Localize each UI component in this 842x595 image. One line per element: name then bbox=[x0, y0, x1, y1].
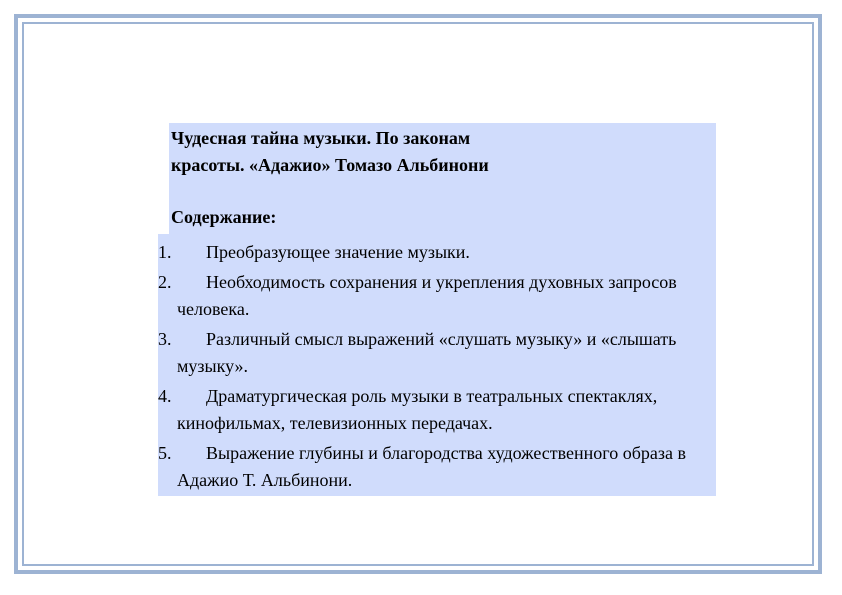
list-item-number: 5. bbox=[158, 443, 172, 463]
title-line-1: Чудесная тайна музыки. По законам bbox=[171, 128, 471, 148]
list-item bbox=[158, 239, 716, 266]
list-item-number: 2. bbox=[158, 272, 172, 292]
contents-list bbox=[158, 234, 716, 496]
list-item-text: Преобразующее значение музыки. bbox=[206, 242, 470, 262]
list-item-text: Выражение глубины и благородства художественного образа в Адажио Т. Альбинони. bbox=[177, 443, 686, 490]
list-item bbox=[158, 440, 716, 494]
title-block bbox=[169, 123, 716, 234]
title-line-2: красоты. «Адажио» Томазо Альбинони bbox=[171, 155, 489, 175]
list-item-number: 3. bbox=[158, 329, 172, 349]
list-item-text: Различный смысл выражений «слушать музыку» и «слышать музыку». bbox=[177, 329, 677, 376]
list-item-number: 4. bbox=[158, 386, 172, 406]
list-item bbox=[158, 383, 716, 437]
list-item bbox=[158, 326, 716, 380]
list-item bbox=[158, 269, 716, 323]
contents-heading: Содержание: bbox=[171, 207, 277, 227]
list-item-text: Драматургическая роль музыки в театральных спектаклях, кинофильмах, телевизионных передачах. bbox=[177, 386, 658, 433]
list-item-text: Необходимость сохранения и укрепления духовных запросов человека. bbox=[177, 272, 677, 319]
list-item-number: 1. bbox=[158, 242, 172, 262]
